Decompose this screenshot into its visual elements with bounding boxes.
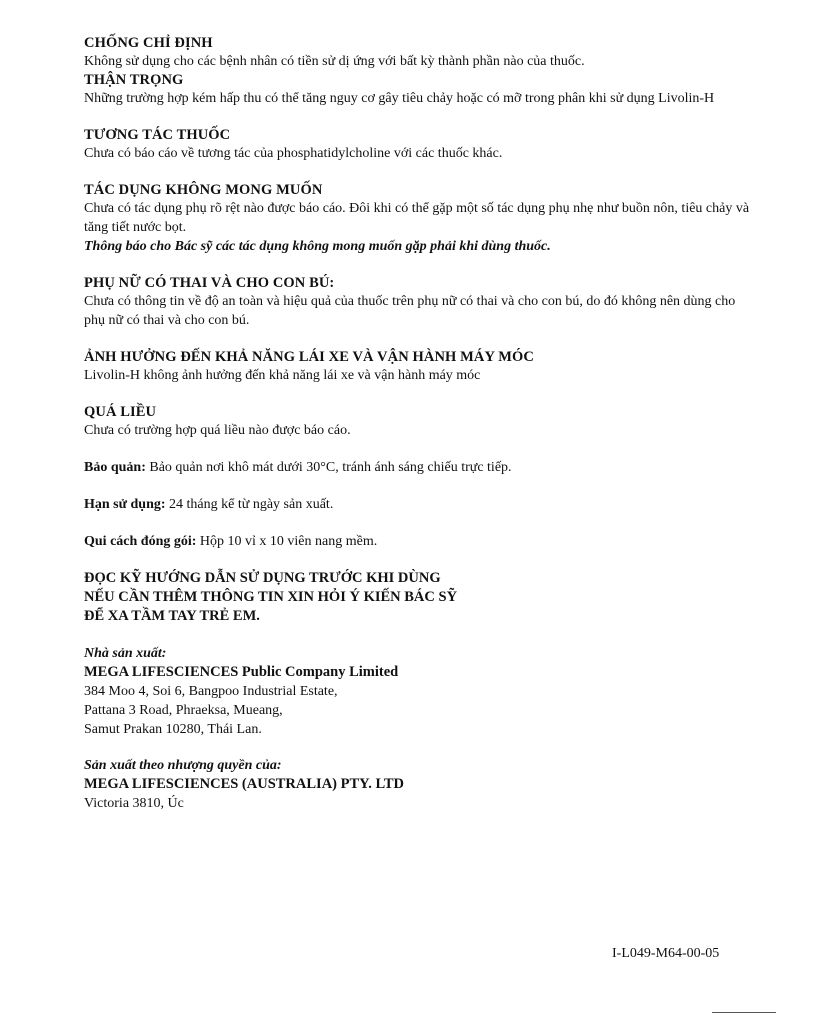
side-effects-text: Chưa có tác dụng phụ rõ rệt nào được báo cáo. Đôi khi có thể gặp một số tác dụng phụ nhẹ như buồn nôn, tiêu chảy và tăng tiết nước bọt.	[84, 201, 750, 235]
manufacturer-address-line: Samut Prakan 10280, Thái Lan.	[84, 722, 262, 737]
warning-ask-doctor: NẾU CẦN THÊM THÔNG TIN XIN HỎI Ý KIẾN BÁC SỸ	[84, 589, 458, 605]
warnings-block	[84, 569, 764, 626]
storage-label: Bảo quản:	[84, 460, 146, 475]
driving-section	[84, 348, 764, 385]
packaging-label: Qui cách đóng gói:	[84, 534, 197, 549]
warning-read-instructions: ĐỌC KỸ HƯỚNG DẪN SỬ DỤNG TRƯỚC KHI DÙNG	[84, 570, 441, 586]
driving-text: Livolin-H không ảnh hưởng đến khả năng lái xe và vận hành máy móc	[84, 368, 481, 383]
shelf-life-text: 24 tháng kể từ ngày sản xuất.	[169, 497, 334, 512]
precautions-title: THẬN TRỌNG	[84, 72, 184, 88]
contraindications-text: Không sử dụng cho các bệnh nhân có tiền sử dị ứng với bất kỳ thành phần nào của thuốc.	[84, 54, 585, 69]
shelf-life-label: Hạn sử dụng:	[84, 497, 166, 512]
pregnancy-title: PHỤ NỮ CÓ THAI VÀ CHO CON BÚ:	[84, 275, 335, 291]
precautions-text: Những trường hợp kém hấp thu có thể tăng nguy cơ gây tiêu chảy hoặc có mỡ trong phân khi sử dụng Livolin-H	[84, 91, 715, 106]
side-effects-title: TÁC DỤNG KHÔNG MONG MUỐN	[84, 182, 323, 198]
manufacturer-heading: Nhà sản xuất:	[84, 646, 167, 661]
licensor-name: MEGA LIFESCIENCES (AUSTRALIA) PTY. LTD	[84, 776, 405, 792]
shelf-life-line	[84, 495, 764, 514]
manufacturer-name: MEGA LIFESCIENCES Public Company Limited	[84, 664, 399, 680]
manufacturer-address-line: 384 Moo 4, Soi 6, Bangpoo Industrial Estate,	[84, 684, 338, 699]
leaflet-page	[84, 34, 764, 813]
licensor-block	[84, 756, 764, 813]
licensor-address: Victoria 3810, Úc	[84, 796, 184, 811]
document-code: I-L049-M64-00-05	[612, 946, 720, 961]
manufacturer-block	[84, 644, 764, 739]
interactions-text: Chưa có báo cáo về tương tác của phosphatidylcholine với các thuốc khác.	[84, 146, 503, 161]
interactions-title: TƯƠNG TÁC THUỐC	[84, 127, 231, 143]
footer-rule	[712, 1012, 776, 1013]
pregnancy-text: Chưa có thông tin về độ an toàn và hiệu quả của thuốc trên phụ nữ có thai và cho con bú, do đó không nên dùng cho phụ nữ có thai và cho con bú.	[84, 294, 736, 328]
contraindications-section	[84, 34, 764, 71]
overdose-section	[84, 403, 764, 440]
storage-text: Bảo quản nơi khô mát dưới 30°C, tránh ánh sáng chiếu trực tiếp.	[149, 460, 512, 475]
overdose-title: QUÁ LIỀU	[84, 404, 157, 420]
storage-line	[84, 458, 764, 477]
pregnancy-section	[84, 274, 764, 330]
manufacturer-address-line: Pattana 3 Road, Phraeksa, Mueang,	[84, 703, 283, 718]
packaging-line	[84, 532, 764, 551]
warning-keep-away-children: ĐỂ XA TẦM TAY TRẺ EM.	[84, 608, 260, 624]
side-effects-section	[84, 181, 764, 256]
licensor-heading: Sản xuất theo nhượng quyền của:	[84, 758, 282, 773]
contraindications-title: CHỐNG CHỈ ĐỊNH	[84, 35, 213, 51]
side-effects-notice: Thông báo cho Bác sỹ các tác dụng không mong muốn gặp phải khi dùng thuốc.	[84, 239, 551, 254]
overdose-text: Chưa có trường hợp quá liều nào được báo cáo.	[84, 423, 351, 438]
precautions-section	[84, 71, 764, 108]
packaging-text: Hộp 10 vỉ x 10 viên nang mềm.	[199, 534, 378, 549]
interactions-section	[84, 126, 764, 163]
driving-title: ẢNH HƯỞNG ĐẾN KHẢ NĂNG LÁI XE VÀ VẬN HÀNH MÁY MÓC	[84, 349, 534, 365]
